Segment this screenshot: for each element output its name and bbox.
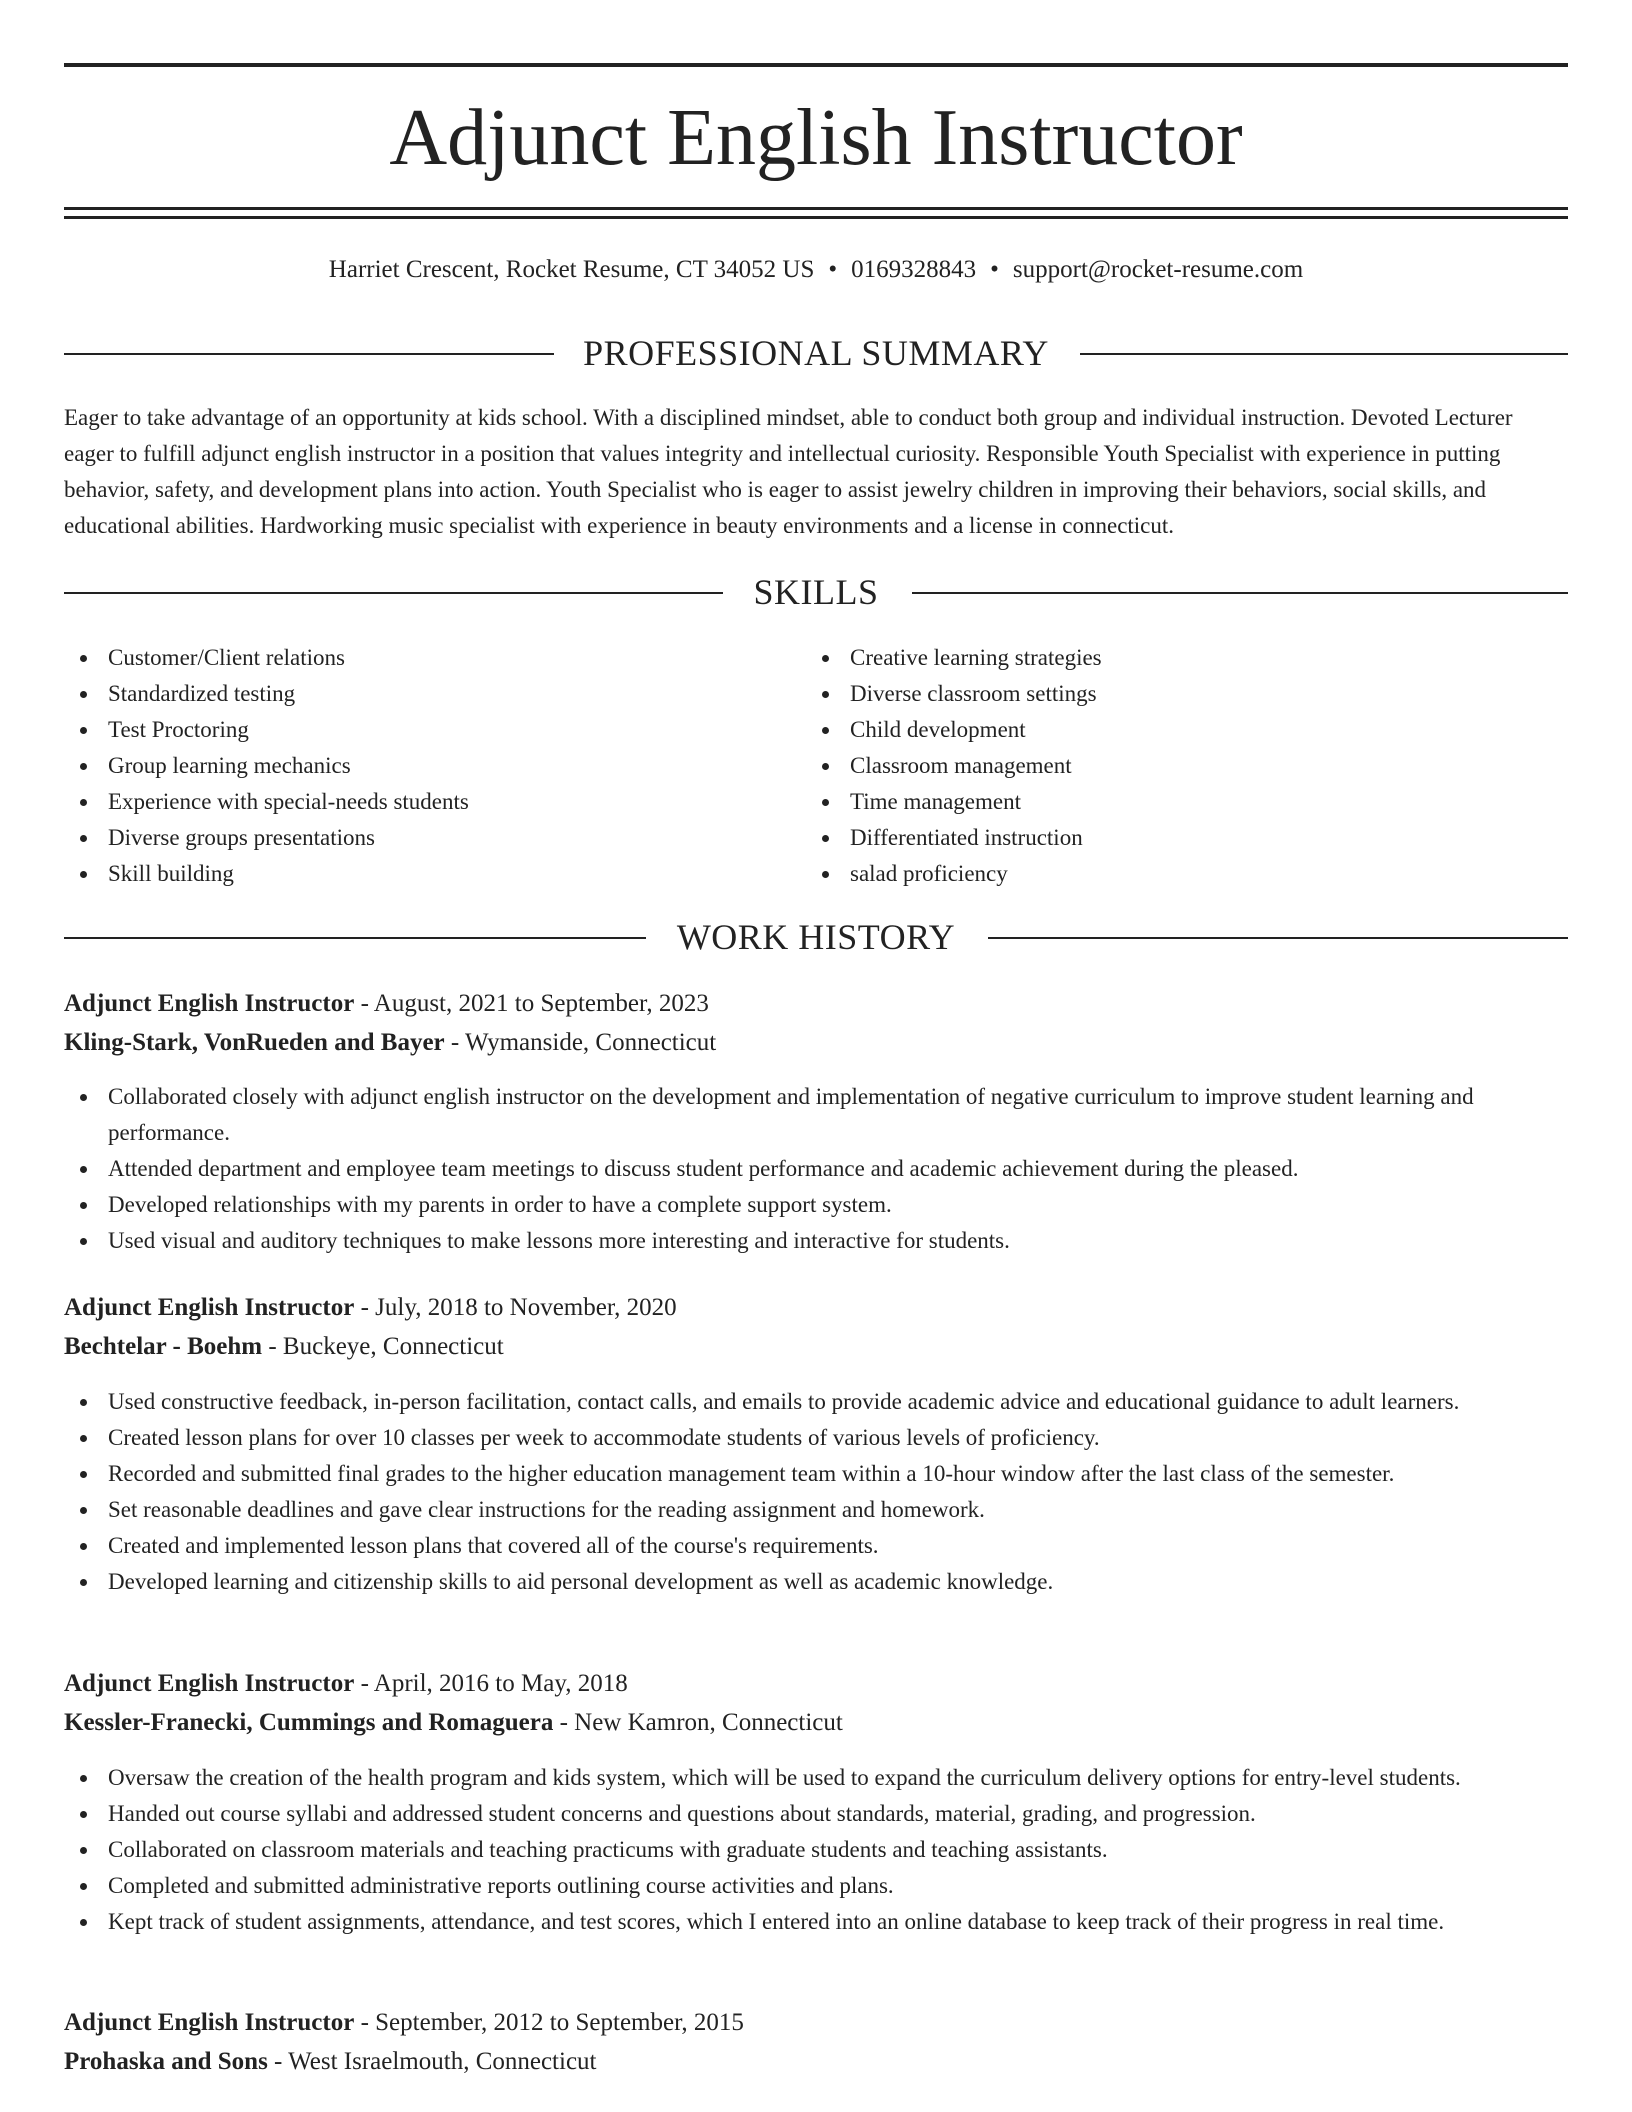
job-title: Adjunct English Instructor [64,1294,355,1321]
job-bullet: Created lesson plans for over 10 classes per week to accommodate students of various levels of proficiency. [64,1420,1568,1456]
skill-item: Classroom management [806,748,1506,784]
job-bullets [64,1760,1568,1940]
heading-rule-right [988,937,1568,939]
skills-heading-label: SKILLS [753,572,879,612]
title-rule-upper [64,207,1568,210]
contact-email: support@rocket-resume.com [1012,256,1304,283]
summary-heading-label: PROFESSIONAL SUMMARY [583,333,1049,373]
skill-item: Time management [806,784,1506,820]
skills-heading [64,567,1568,617]
job-bullet: Developed relationships with my parents in order to have a complete support system. [64,1187,1568,1223]
job-dates: - September, 2012 to September, 2015 [354,2009,744,2036]
skill-item: Experience with special-needs students [64,784,764,820]
skill-item: Diverse groups presentations [64,820,764,856]
job-company-line [64,1024,1568,1062]
job-bullet: Set reasonable deadlines and gave clear instructions for the reading assignment and homework. [64,1492,1568,1528]
contact-phone: 0169328843 [851,256,977,283]
skill-item: Diverse classroom settings [806,676,1506,712]
job-dates: - July, 2018 to November, 2020 [354,1294,677,1321]
skill-item: Creative learning strategies [806,640,1506,676]
work-heading [64,912,1568,962]
job-bullet: Used constructive feedback, in-person facilitation, contact calls, and emails to provide academic advice and educational guidance to adult learners. [64,1384,1568,1420]
job-bullet: Oversaw the creation of the health program and kids system, which will be used to expand the curriculum delivery options for entry-level students. [64,1760,1568,1796]
skill-item: salad proficiency [806,856,1506,892]
job-bullet: Kept track of student assignments, attendance, and test scores, which I entered into an online database to keep track of their progress in real time. [64,1904,1568,1940]
job-bullet: Collaborated on classroom materials and teaching practicums with graduate students and teaching assistants. [64,1832,1568,1868]
job-location: - West Israelmouth, Connecticut [267,2048,597,2075]
job-location: - Buckeye, Connecticut [262,1333,504,1360]
title-rule-lower [64,216,1568,219]
skills-list-left [64,640,764,892]
job-title-line [64,985,1568,1023]
job-title-line [64,2004,1568,2042]
job-title-line [64,1289,1568,1327]
skill-item: Standardized testing [64,676,764,712]
contact-line [64,253,1568,287]
heading-rule-right [1080,353,1568,355]
job-bullet: Recorded and submitted final grades to the higher education management team within a 10-hour window after the last class of the semester. [64,1456,1568,1492]
job-company: Prohaska and Sons [64,2048,268,2075]
skill-item: Differentiated instruction [806,820,1506,856]
heading-rule-right [912,592,1568,594]
top-rule [64,63,1568,67]
job-location: - New Kamron, Connecticut [553,1709,843,1736]
job-title: Adjunct English Instructor [64,1670,355,1697]
job-title-line [64,1665,1568,1703]
job-company-line [64,2043,1568,2081]
contact-address: Harriet Crescent, Rocket Resume, CT 34052 US [328,256,815,283]
job-bullet: Developed learning and citizenship skills to aid personal development as well as academic knowledge. [64,1564,1568,1600]
work-heading-label: WORK HISTORY [676,917,956,957]
skill-item: Child development [806,712,1506,748]
job-title: Adjunct English Instructor [64,2009,355,2036]
job-bullet: Attended department and employee team meetings to discuss student performance and academic achievement during the pleased. [64,1151,1568,1187]
job-bullet: Used visual and auditory techniques to make lessons more interesting and interactive for students. [64,1223,1568,1259]
job-dates: - April, 2016 to May, 2018 [354,1670,628,1697]
summary-heading [64,328,1568,378]
job-company-line [64,1704,1568,1742]
skill-item: Group learning mechanics [64,748,764,784]
skill-item: Skill building [64,856,764,892]
skill-item: Test Proctoring [64,712,764,748]
job-bullet: Completed and submitted administrative reports outlining course activities and plans. [64,1868,1568,1904]
summary-text: Eager to take advantage of an opportunity at kids school. With a disciplined mindset, able to conduct both group and individual instruction. Devoted Lecturer eager to fulfill adjunct english instructor in a position that values integrity and intellectual curiosity. Responsible Youth Specialist with experience in putting behavior, safety, and development plans into action. Youth Specialist who is eager to assist jewelry children in improving their behaviors, social skills, and educational abilities. Hardworking music specialist with experience in beauty environments and a license in connecticut. [64,405,1513,538]
job-company: Kling-Stark, VonRueden and Bayer [64,1029,445,1056]
job-dates: - August, 2021 to September, 2023 [354,990,709,1017]
job-title: Adjunct English Instructor [64,990,355,1017]
job-company-line [64,1328,1568,1366]
job-location: - Wymanside, Connecticut [444,1029,717,1056]
job-company: Bechtelar - Boehm [64,1333,263,1360]
contact-separator: • [828,256,838,283]
resume-title: Adjunct English Instructor [389,94,1243,182]
contact-separator: • [990,256,999,283]
job-bullets [64,1079,1568,1259]
job-bullet: Created and implemented lesson plans that covered all of the course's requirements. [64,1528,1568,1564]
skills-list-right [806,640,1506,892]
skill-item: Customer/Client relations [64,640,764,676]
job-bullets [64,1384,1568,1600]
job-bullet: Collaborated closely with adjunct english instructor on the development and implementation of negative curriculum to improve student learning and performance. [64,1079,1568,1151]
job-company: Kessler-Franecki, Cummings and Romaguera [64,1709,554,1736]
job-bullet: Handed out course syllabi and addressed student concerns and questions about standards, material, grading, and progression. [64,1796,1568,1832]
